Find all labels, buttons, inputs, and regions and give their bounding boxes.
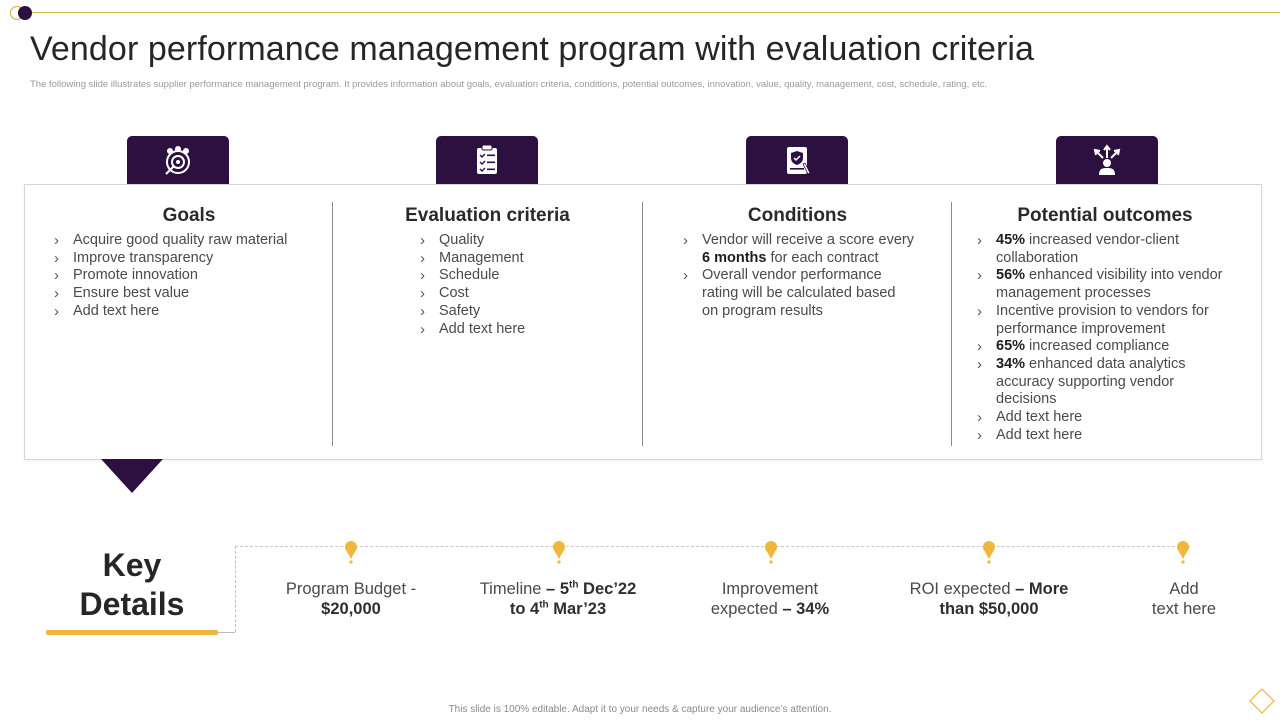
- list-item: › 65% increased compliance: [977, 338, 1235, 356]
- list-item: › Safety: [420, 303, 625, 321]
- column-divider: [332, 202, 333, 446]
- detail-timeline: Timeline – 5th Dec’22 to 4th Mar’23: [479, 579, 637, 618]
- target-team-icon: [161, 143, 195, 177]
- list-item: › Overall vendor performance rating will be calculated based on program results: [683, 267, 915, 320]
- location-pin-icon: [982, 540, 996, 564]
- page-title: Vendor performance management program with evaluation criteria: [30, 30, 1035, 68]
- bracket-line: [235, 546, 236, 632]
- bracket-line: [218, 632, 235, 633]
- checklist-icon: [470, 143, 504, 177]
- detail-improvement: Improvement expected – 34%: [710, 580, 830, 618]
- outcomes-heading: Potential outcomes: [1017, 205, 1193, 226]
- timeline-line: [235, 546, 1190, 547]
- list-item: › Incentive provision to vendors for performance improvement: [977, 303, 1235, 338]
- column-divider: [642, 202, 643, 446]
- header-rule: [22, 12, 1280, 13]
- conditions-tab: [746, 136, 848, 188]
- goals-heading: Goals: [162, 205, 216, 226]
- list-item: › Cost: [420, 285, 625, 303]
- location-pin-icon: [764, 540, 778, 564]
- list-item: › Improve transparency: [54, 250, 324, 268]
- key-details-underline: [46, 630, 218, 635]
- page-subtitle: The following slide illustrates supplier performance management program. It provides information about goals, evaluation criteria, conditions, potential outcomes, innovation, value, quality, management, cost, schedule, rating, etc.: [30, 79, 988, 90]
- list-item: › Add text here: [977, 427, 1235, 445]
- clipboard-shield-icon: [780, 143, 814, 177]
- person-arrows-icon: [1090, 143, 1124, 177]
- list-item: › 34% enhanced data analytics accuracy supporting vendor decisions: [977, 356, 1235, 409]
- goals-tab: [127, 136, 229, 188]
- outcomes-list: [977, 232, 1235, 444]
- list-item: › Schedule: [420, 267, 625, 285]
- criteria-heading: Evaluation criteria: [405, 205, 570, 226]
- detail-roi: ROI expected – More than $50,000: [909, 580, 1069, 618]
- list-item: › Add text here: [420, 321, 625, 339]
- goals-column: [54, 205, 324, 321]
- detail-add-text: Add text here: [1151, 580, 1217, 618]
- footer-note: This slide is 100% editable. Adapt it to your needs & capture your audience’s attention.: [448, 704, 832, 715]
- goals-list: [54, 232, 324, 321]
- conditions-column: [660, 205, 935, 321]
- criteria-list: [420, 232, 625, 338]
- diamond-icon: [1249, 688, 1275, 714]
- location-pin-icon: [1176, 540, 1190, 564]
- detail-program-budget: Program Budget - $20,000: [285, 580, 417, 618]
- list-item: › Promote innovation: [54, 267, 324, 285]
- list-item: › Quality: [420, 232, 625, 250]
- brand-circles-icon: [6, 4, 36, 22]
- location-pin-icon: [552, 540, 566, 564]
- potential-outcomes-tab: [1056, 136, 1158, 188]
- key-details-title: Key Details: [79, 547, 185, 622]
- list-item: › Ensure best value: [54, 285, 324, 303]
- evaluation-criteria-tab: [436, 136, 538, 188]
- list-item: › Add text here: [977, 409, 1235, 427]
- criteria-column: [350, 205, 625, 338]
- outcomes-column: [970, 205, 1240, 444]
- column-divider: [951, 202, 952, 446]
- list-item: › Acquire good quality raw material: [54, 232, 324, 250]
- list-item: › 56% enhanced visibility into vendor management processes: [977, 267, 1235, 302]
- list-item: › Vendor will receive a score every 6 months for each contract: [683, 232, 915, 267]
- location-pin-icon: [344, 540, 358, 564]
- conditions-list: [683, 232, 915, 321]
- conditions-heading: Conditions: [747, 205, 848, 226]
- list-item: › 45% increased vendor-client collaboration: [977, 232, 1235, 267]
- list-item: › Add text here: [54, 303, 324, 321]
- pointer-triangle: [101, 459, 163, 493]
- list-item: › Management: [420, 250, 625, 268]
